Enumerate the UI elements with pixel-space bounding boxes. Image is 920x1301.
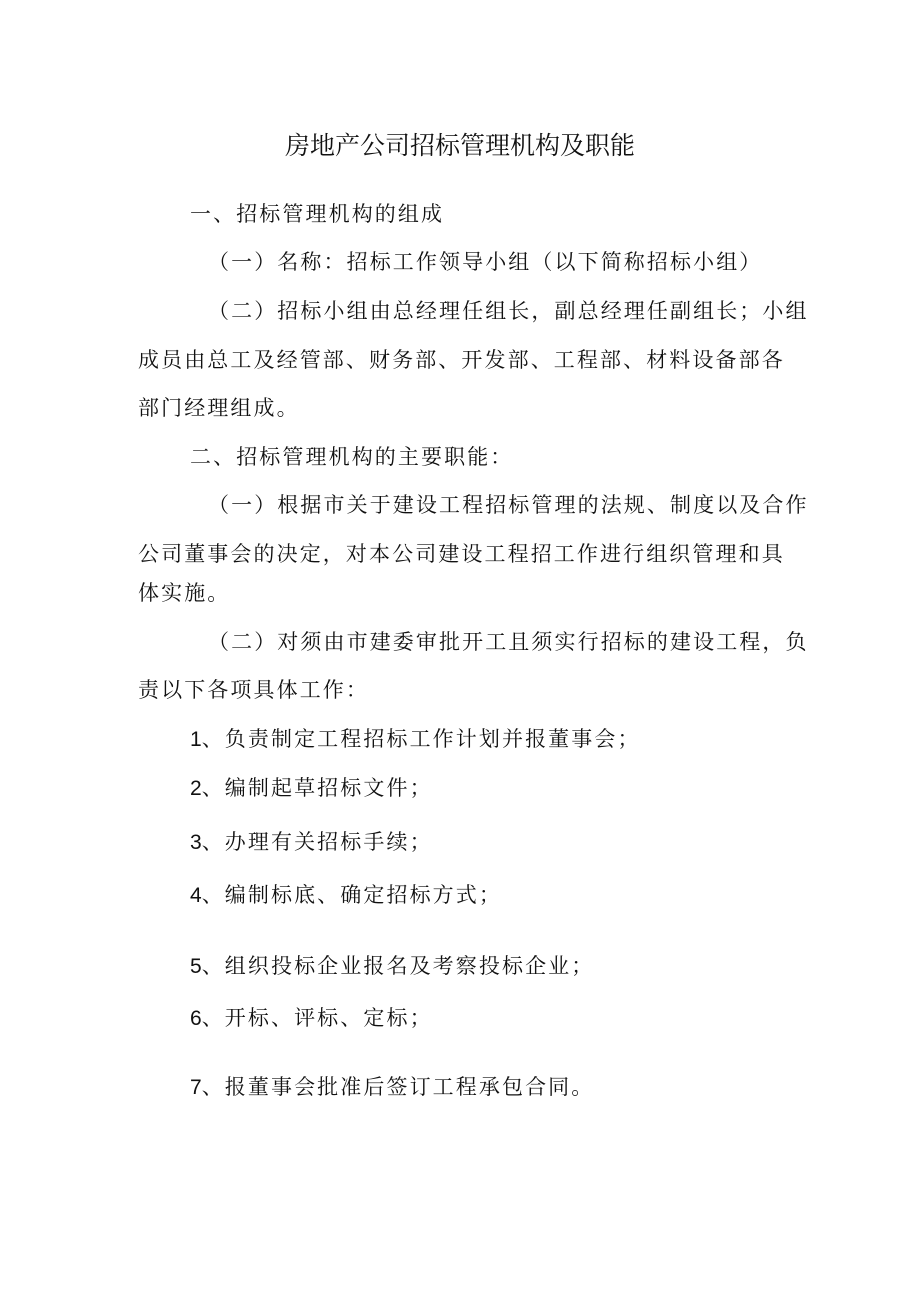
list-item-text: 、开标、评标、定标； xyxy=(201,1006,433,1030)
section-heading-1: 一、招标管理机构的组成 xyxy=(190,202,445,226)
paragraph-line: （一）名称：招标工作领导小组（以下简称招标小组） xyxy=(208,250,763,274)
list-item-number: 1 xyxy=(190,728,202,751)
list-item-number: 4 xyxy=(190,884,202,907)
list-item-number: 5 xyxy=(190,955,202,978)
paragraph-line: 部门经理组成。 xyxy=(138,396,300,420)
section-heading-2: 二、招标管理机构的主要职能： xyxy=(190,445,514,469)
list-item-number: 2 xyxy=(190,777,202,800)
list-item xyxy=(190,1071,594,1104)
paragraph-line: 责以下各项具体工作： xyxy=(138,678,369,702)
paragraph-line: （二）招标小组由总经理任组长，副总经理任副组长；小组 xyxy=(208,299,809,323)
paragraph-line: 公司董事会的决定，对本公司建设工程招工作进行组织管理和具 xyxy=(138,542,785,566)
list-item xyxy=(190,723,641,756)
list-item-text: 、组织投标企业报名及考察投标企业； xyxy=(201,954,595,978)
list-item xyxy=(190,879,502,912)
list-item-number: 3 xyxy=(190,831,202,854)
list-item-text: 、编制起草招标文件； xyxy=(201,776,433,800)
list-item-text: 、报董事会批准后签订工程承包合同。 xyxy=(201,1075,595,1099)
list-item xyxy=(190,826,433,859)
list-item xyxy=(190,950,594,983)
list-item xyxy=(190,772,433,805)
list-item-text: 、编制标底、确定招标方式； xyxy=(201,883,502,907)
paragraph-line: 成员由总工及经管部、财务部、开发部、工程部、材料设备部各 xyxy=(138,348,785,372)
list-item-text: 、办理有关招标手续； xyxy=(201,830,433,854)
list-item-number: 6 xyxy=(190,1007,202,1030)
list-item-number: 7 xyxy=(190,1076,202,1099)
paragraph-line: （二）对须由市建委审批开工且须实行招标的建设工程，负 xyxy=(208,630,809,654)
list-item-text: 、负责制定工程招标工作计划并报董事会； xyxy=(201,727,641,751)
list-item xyxy=(190,1002,433,1035)
paragraph-line: 体实施。 xyxy=(138,581,231,605)
paragraph-line: （一）根据市关于建设工程招标管理的法规、制度以及合作 xyxy=(208,493,809,517)
document-title: 房地产公司招标管理机构及职能 xyxy=(284,131,635,160)
